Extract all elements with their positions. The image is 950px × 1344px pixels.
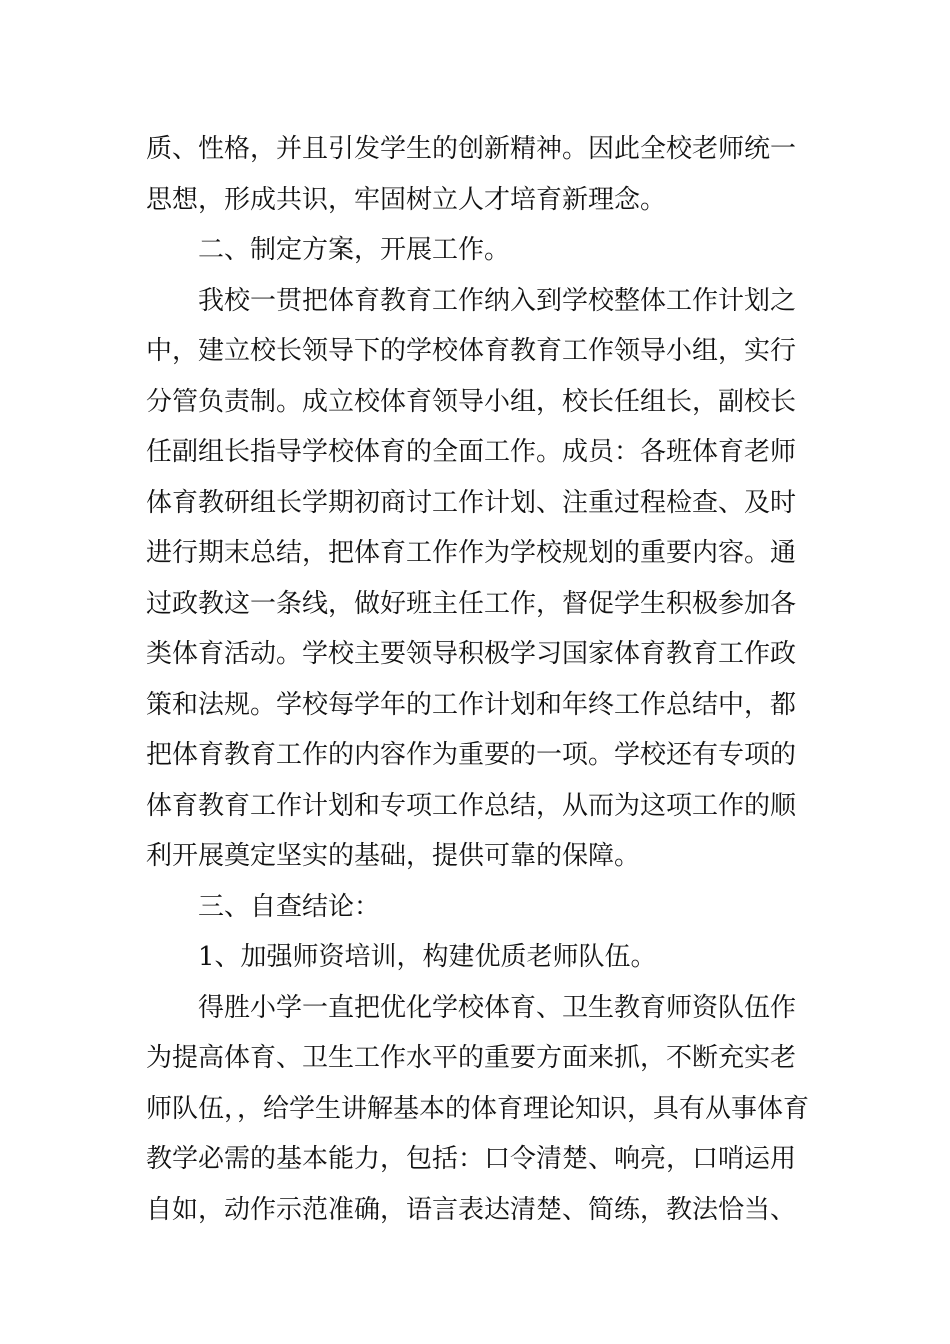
text-line: 策和法规。学校每学年的工作计划和年终工作总结中，都 xyxy=(146,689,797,720)
text-line: 过政教这一条线，做好班主任工作，督促学生积极参加各 xyxy=(146,588,797,619)
text-line: 质、性格，并且引发学生的创新精神。因此全校老师统一 xyxy=(146,134,797,164)
text-line: 分管负责制。成立校体育领导小组，校长任组长，副校长 xyxy=(146,386,797,417)
section-heading: 三、自查结论： xyxy=(198,891,381,922)
text-line: 自如，动作示范准确，语言表达清楚、简练，教法恰当、 xyxy=(146,1194,797,1225)
section-heading: 二、制定方案，开展工作。 xyxy=(198,235,511,265)
text-line: 体育教研组长学期初商讨工作计划、注重过程检查、及时 xyxy=(146,487,797,518)
text-line: 任副组长指导学校体育的全面工作。成员：各班体育老师 xyxy=(146,437,797,467)
body-text xyxy=(146,124,816,1235)
text-line: 师队伍，，给学生讲解基本的体育理论知识，具有从事体育 xyxy=(146,1093,810,1124)
text-line: 体育教育工作计划和专项工作总结，从而为这项工作的顺 xyxy=(146,790,797,821)
text-line: 思想，形成共识，牢固树立人才培育新理念。 xyxy=(146,184,667,215)
text-line: 得胜小学一直把优化学校体育、卫生教育师资队伍作 xyxy=(198,992,797,1023)
text-line: 中，建立校长领导下的学校体育教育工作领导小组，实行 xyxy=(146,336,797,366)
text-line: 教学必需的基本能力，包括：口令清楚、响亮，口哨运用 xyxy=(146,1144,797,1174)
text-line: 我校一贯把体育教育工作纳入到学校整体工作计划之 xyxy=(198,285,797,316)
text-line: 类体育活动。学校主要领导积极学习国家体育教育工作政 xyxy=(146,639,797,669)
text-line: 进行期末总结，把体育工作作为学校规划的重要内容。通 xyxy=(146,538,797,568)
subsection-heading: 1、加强师资培训，构建优质老师队伍。 xyxy=(198,942,657,972)
text-line: 利开展奠定坚实的基础，提供可靠的保障。 xyxy=(146,841,641,871)
text-line: 把体育教育工作的内容作为重要的一项。学校还有专项的 xyxy=(146,740,797,770)
text-line: 为提高体育、卫生工作水平的重要方面来抓，不断充实老 xyxy=(146,1043,797,1073)
